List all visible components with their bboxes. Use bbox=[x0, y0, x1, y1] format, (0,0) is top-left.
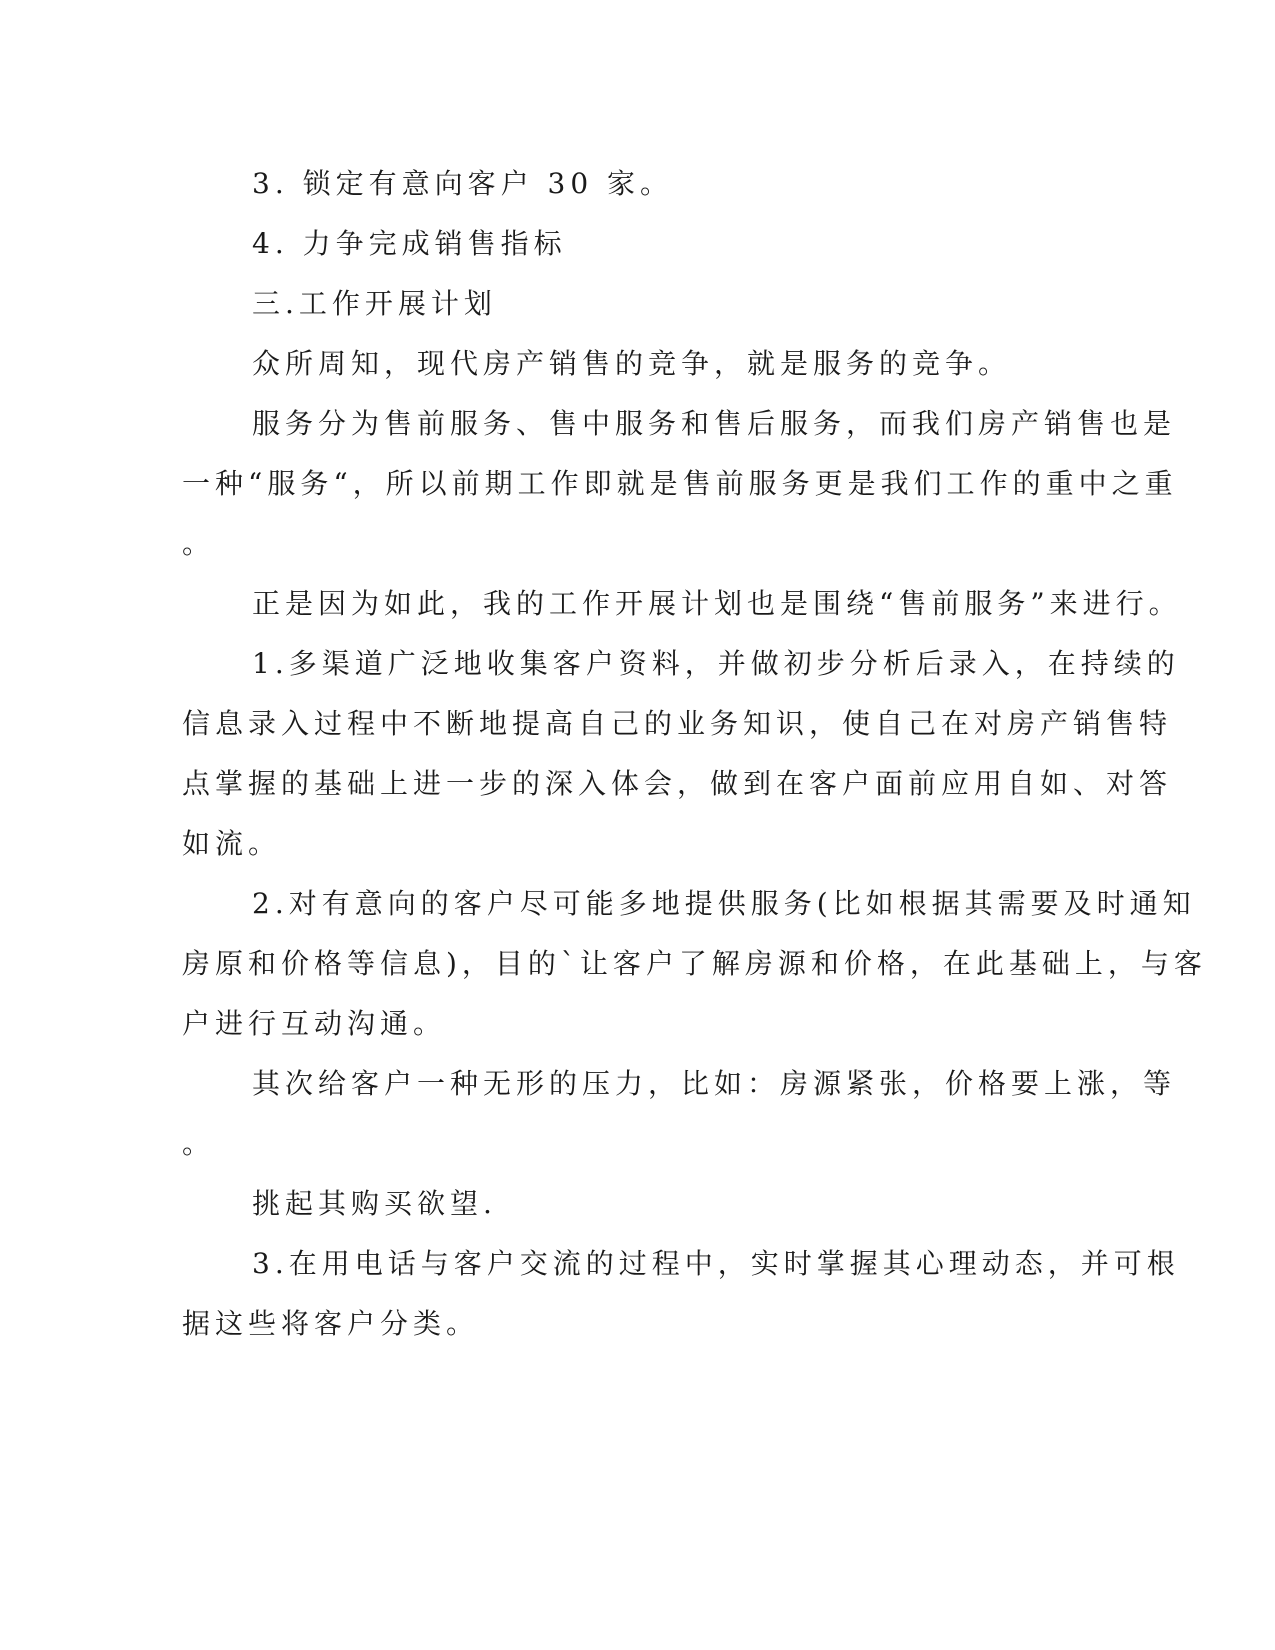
paragraph-line: 服务分为售前服务、售中服务和售后服务，而我们房产销售也是 bbox=[252, 407, 1177, 440]
paragraph-line: 其次给客户一种无形的压力，比如：房源紧张，价格要上涨，等 bbox=[252, 1067, 1177, 1100]
paragraph-line: 户进行互动沟通。 bbox=[182, 1007, 447, 1040]
paragraph-line: 房原和价格等信息)，目的`让客户了解房源和价格，在此基础上，与客 bbox=[182, 947, 1207, 980]
paragraph-line: 信息录入过程中不断地提高自己的业务知识，使自己在对房产销售特 bbox=[182, 707, 1173, 740]
section-heading: 三.工作开展计划 bbox=[252, 287, 497, 320]
paragraph-line: 。 bbox=[182, 527, 216, 560]
goal-item-4: 4. 力争完成销售指标 bbox=[252, 227, 567, 260]
paragraph-line: 2.对有意向的客户尽可能多地提供服务(比如根据其需要及时通知 bbox=[252, 887, 1196, 920]
paragraph-line: 挑起其购买欲望. bbox=[252, 1187, 497, 1220]
paragraph-line: 正是因为如此，我的工作开展计划也是围绕“售前服务”来进行。 bbox=[252, 587, 1182, 620]
paragraph-line: 3.在用电话与客户交流的过程中，实时掌握其心理动态，并可根 bbox=[252, 1247, 1180, 1280]
document-body bbox=[182, 160, 1207, 1360]
paragraph-line: 点掌握的基础上进一步的深入体会，做到在客户面前应用自如、对答 bbox=[182, 767, 1173, 800]
paragraph-line: 一种“服务“，所以前期工作即就是售前服务更是我们工作的重中之重 bbox=[182, 467, 1178, 500]
paragraph-line: 众所周知，现代房产销售的竞争，就是服务的竞争。 bbox=[252, 347, 1012, 380]
paragraph-line: 1.多渠道广泛地收集客户资料，并做初步分析后录入，在持续的 bbox=[252, 647, 1180, 680]
paragraph-line: 。 bbox=[182, 1127, 216, 1160]
paragraph-line: 据这些将客户分类。 bbox=[182, 1307, 480, 1340]
goal-item-3: 3. 锁定有意向客户 30 家。 bbox=[252, 167, 674, 200]
paragraph-line: 如流。 bbox=[182, 827, 282, 860]
